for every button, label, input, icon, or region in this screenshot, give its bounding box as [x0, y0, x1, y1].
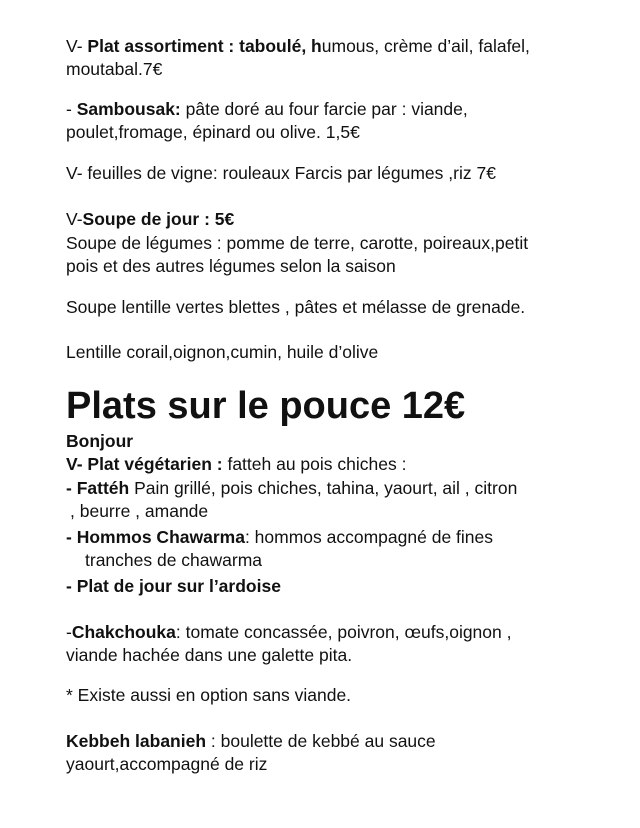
sambousak-line-1: [66, 98, 468, 120]
soupe-title-line: [66, 208, 234, 230]
kebbeh-desc: : boulette de kebbé au sauce: [206, 731, 436, 751]
sambousak-line-2: poulet,fromage, épinard ou olive. 1,5€: [66, 122, 360, 142]
kebbeh-title: Kebbeh labanieh: [66, 731, 207, 751]
jour-bullet: -: [66, 576, 72, 596]
hommos-desc: : hommos accompagné de fines: [244, 527, 494, 547]
soupe-line-2: pois et des autres légumes selon la saison: [66, 256, 396, 276]
jour-title: Plat de jour sur l’ardoise: [76, 576, 281, 596]
chakchouka-line-2: viande hachée dans une galette pita.: [66, 645, 353, 665]
fatteh-line-2: , beurre , amande: [70, 501, 209, 521]
fatteh-title: Fattéh: [76, 478, 130, 498]
vegetarien-desc: fatteh au pois chiches :: [222, 454, 407, 474]
soupe-prefix: V-: [66, 209, 83, 229]
fatteh-bullet: -: [66, 478, 72, 498]
soupe-line-4: Lentille corail,oignon,cumin, huile d’olive: [66, 342, 379, 362]
assortiment-line-2: moutabal.7€: [66, 59, 163, 79]
sambousak-title: Sambousak:: [76, 99, 181, 119]
sambousak-prefix: -: [66, 99, 77, 119]
assortiment-title: Plat assortiment : taboulé, h: [87, 36, 322, 56]
chakchouka-prefix: -: [66, 622, 72, 642]
sambousak-desc: pâte doré au four farcie par : viande,: [180, 99, 468, 119]
chakchouka-line-1: [66, 621, 511, 643]
section-heading: Plats sur le pouce 12€: [66, 385, 466, 427]
vegetarien-title: V- Plat végétarien :: [66, 454, 223, 474]
section-subheading: Bonjour: [66, 431, 134, 451]
vegetarien-line: [66, 453, 406, 475]
chakchouka-note: * Existe aussi en option sans viande.: [66, 685, 352, 705]
assortiment-desc: umous, crème d’ail, falafel,: [321, 36, 530, 56]
soupe-line-1: Soupe de légumes : pomme de terre, carotte, poireaux,petit: [66, 233, 529, 253]
hommos-line-1: [66, 526, 493, 548]
hommos-line-2: tranches de chawarma: [85, 550, 263, 570]
hommos-title: Hommos Chawarma: [76, 527, 245, 547]
kebbeh-line-2: yaourt,accompagné de riz: [66, 754, 268, 774]
chakchouka-desc: : tomate concassée, poivron, œufs,oignon ,: [175, 622, 512, 642]
fatteh-desc: Pain grillé, pois chiches, tahina, yaourt, ail , citron: [129, 478, 518, 498]
soupe-line-3: Soupe lentille vertes blettes , pâtes et mélasse de grenade.: [66, 297, 526, 317]
assortiment-line-1: [66, 35, 530, 57]
jour-line: [66, 575, 281, 597]
fatteh-line-1: [66, 477, 517, 499]
hommos-bullet: -: [66, 527, 72, 547]
chakchouka-title: Chakchouka: [71, 622, 176, 642]
soupe-title: Soupe de jour : 5€: [82, 209, 235, 229]
kebbeh-line-1: [66, 730, 436, 752]
feuilles-line: V- feuilles de vigne: rouleaux Farcis par légumes ,riz 7€: [66, 163, 496, 183]
assortiment-prefix: V-: [66, 36, 88, 56]
